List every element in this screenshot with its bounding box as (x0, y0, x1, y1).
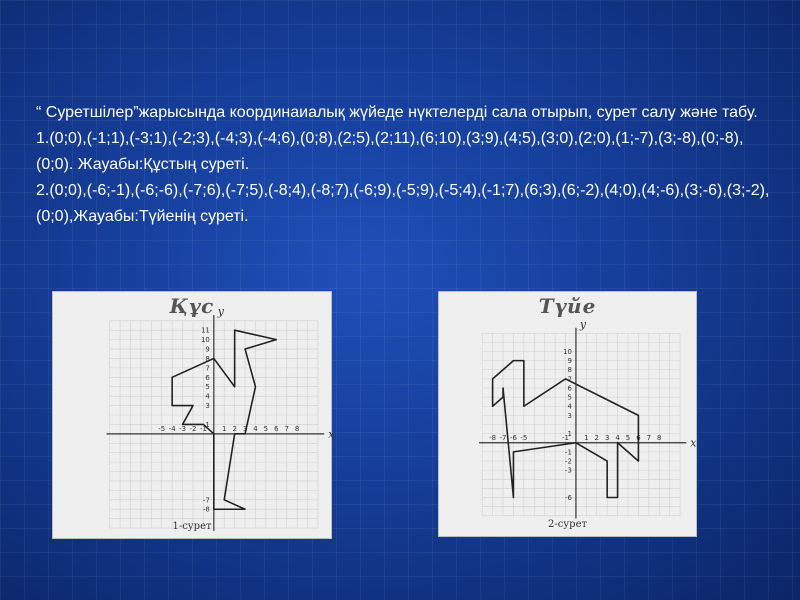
y-tick-label: -2 (565, 457, 572, 466)
x-axis-label: x (690, 436, 697, 450)
x-tick-label: 2 (594, 433, 599, 442)
y-tick-label: -1 (565, 448, 572, 457)
x-tick-label: -3 (179, 424, 187, 433)
x-tick-label: 2 (232, 424, 237, 433)
x-tick-label: 5 (263, 424, 269, 433)
x-tick-label: 6 (274, 424, 279, 433)
task-text (36, 100, 776, 230)
y-axis-label: y (579, 317, 587, 331)
y-tick-label: 10 (201, 336, 210, 345)
x-tick-label: 8 (294, 424, 300, 433)
x-tick-label: 3 (242, 424, 248, 433)
y-tick-label: 4 (567, 402, 572, 411)
y-tick-label: 5 (567, 393, 572, 402)
x-tick-label: 6 (636, 433, 641, 442)
camel-coordinate-plot (439, 292, 696, 536)
x-tick-label: 3 (604, 433, 610, 442)
x-tick-label: -1 (562, 433, 569, 442)
y-tick-label: -7 (202, 496, 210, 505)
y-tick-label: 5 (205, 383, 210, 392)
x-tick-label: -5 (158, 424, 166, 433)
y-tick-label: 6 (205, 373, 210, 382)
y-tick-label: 9 (567, 357, 572, 366)
y-tick-label: 11 (201, 326, 210, 335)
y-tick-label: -8 (202, 505, 210, 514)
bird-figure-caption: 1-сурет (172, 521, 212, 532)
y-tick-label: 9 (205, 345, 210, 354)
y-tick-label: 1 (567, 430, 572, 439)
x-tick-label: 4 (253, 424, 258, 433)
y-tick-label: 8 (567, 366, 572, 375)
x-tick-label: 1 (222, 424, 227, 433)
y-axis-label: y (217, 305, 224, 319)
y-tick-label: 6 (567, 384, 572, 393)
y-tick-label: 1 (205, 420, 210, 429)
y-tick-label: -6 (565, 493, 572, 502)
x-tick-label: 7 (284, 424, 289, 433)
x-tick-label: -4 (168, 424, 176, 433)
x-tick-label: 4 (615, 433, 620, 442)
y-tick-label: -3 (565, 466, 572, 475)
task-intro: “ Суретшілер”жарысында координаиалық жүйеде нүктелерді сала отырып, сурет салу және табу. (36, 104, 758, 121)
x-tick-label: -6 (509, 433, 517, 442)
bird-figure-title: Құс (169, 294, 215, 318)
bird-coordinate-plot (53, 292, 335, 538)
y-tick-label: 3 (205, 402, 210, 411)
x-tick-label: -8 (489, 433, 497, 442)
y-tick-label: 7 (205, 364, 210, 373)
task-item-2: 2.(0;0),(-6;-1),(-6;-6),(-7;6),(-7;5),(-8;4),(-8;7),(-6;9),(-5;9),(-5;4),(-1;7),(6;3),(6;-2),(4;0),(4;-6),(3;-6),(3;-2),(0;0),Жауабы:Түйенің суреті. (36, 182, 770, 225)
y-tick-label: 7 (567, 375, 572, 384)
y-tick-label: 4 (205, 392, 210, 401)
bird-figure (52, 291, 335, 539)
x-tick-label: 7 (646, 433, 652, 442)
x-tick-label: 1 (584, 433, 589, 442)
y-tick-label: 8 (205, 354, 210, 363)
camel-figure (438, 291, 697, 537)
x-tick-label: 5 (625, 433, 631, 442)
camel-figure-title: Түйе (538, 294, 597, 318)
x-tick-label: -2 (189, 424, 197, 433)
y-tick-label: 3 (567, 411, 572, 420)
x-axis-label: x (328, 427, 335, 441)
x-tick-label: -5 (520, 433, 528, 442)
task-item-1: 1.(0;0),(-1;1),(-3;1),(-2;3),(-4;3),(-4;6),(0;8),(2;5),(2;11),(6;10),(3;9),(4;5),(3;0),(2;0),(1;-7),(3;-8),(0;-8),(0;0). Жауабы:Құстың суреті. (36, 130, 744, 173)
x-tick-label: 8 (657, 433, 662, 442)
y-tick-label: 10 (563, 347, 572, 356)
x-tick-label: -1 (199, 424, 207, 433)
camel-figure-caption: 2-сурет (547, 519, 588, 530)
x-tick-label: -7 (499, 433, 507, 442)
